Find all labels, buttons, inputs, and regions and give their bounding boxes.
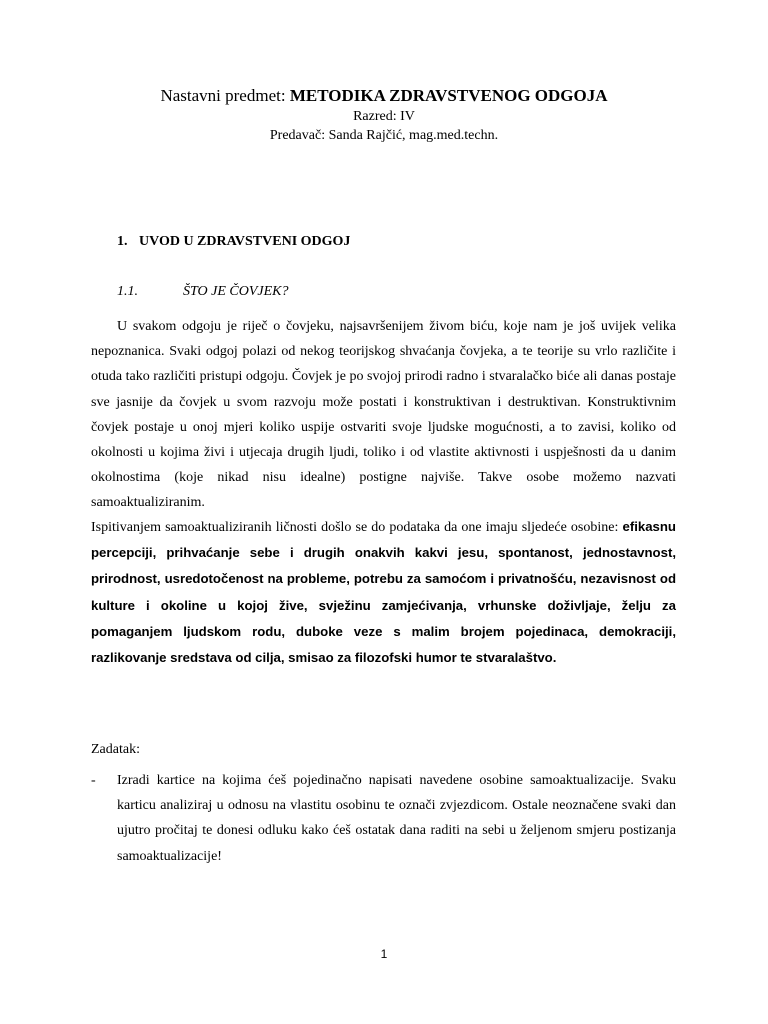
subject-title: METODIKA ZDRAVSTVENOG ODGOJA xyxy=(289,86,608,105)
lecturer-line: Predavač: Sanda Rajčić, mag.med.techn. xyxy=(269,128,499,143)
subject-line xyxy=(0,86,768,106)
section-title: UVOD U ZDRAVSTVENI ODGOJ xyxy=(139,234,351,249)
page-number: 1 xyxy=(380,947,388,961)
task-text: Izradi kartice na kojima ćeš pojedinačno napisati navedene osobine samoaktualizacije. Svaku karticu analiziraj u odnosu na vlastitu osobinu te označi zvjezdicom. Ostale neoznačene svaki dan ujutro pročitaj te donesi odluku kako ćeš ostatak dana raditi na sebi u željenom smjeru postizanja samoaktualizacije! xyxy=(117,773,676,864)
task-bullet: - xyxy=(91,773,96,788)
subsection-title: ŠTO JE ČOVJEK? xyxy=(183,284,289,299)
task-item xyxy=(91,768,676,869)
subsection-heading-1-1 xyxy=(117,284,289,300)
traits-intro: Ispitivanjem samoaktualiziranih ličnosti došlo se do podataka da one imaju sljedeće osobine: xyxy=(91,520,623,535)
grade-line: Razred: IV xyxy=(353,109,415,124)
traits-list: efikasnu percepciji, prihvaćanje sebe i drugih onakvih kakvi jesu, spontanost, jednostavnost, prirodnost, usredotočenost na probleme, potrebu za samoćom i privatnošću, nezavisnost od kulture i okoline u kojoj žive, svježinu zamjećivanja, vrhunske doživljaje, želju za pomaganjem ljudskom rodu, duboke veze s malim brojem pojedinaca, demokraciji, razlikovanje sredstava od cilja, smisao za filozofski humor te stvaralaštvo. xyxy=(91,519,676,666)
subsection-number: 1.1. xyxy=(117,284,138,299)
paragraph-traits xyxy=(91,514,676,671)
subject-prefix: Nastavni predmet: xyxy=(160,86,290,105)
paragraph-intro: U svakom odgoju je riječ o čovjeku, najsavršenijem živom biću, koje nam je još uvijek velika nepoznanica. Svaki odgoj polazi od nekog teorijskog shvaćanja čovjeka, a te teorije su vrlo različite i otuda tako različiti pristupi odgoju. Čovjek je po svojoj prirodi radno i stvaralačko biće ali danas postaje sve jasnije da čovjek u svom razvoju može postati i konstruktivan i destruktivan. Konstruktivnim čovjek postaje u onoj mjeri koliko uspije ostvariti svoje ljudske mogućnosti, a to zavisi, koliko od okolnosti u kojima živi i utjecaja drugih ljudi, toliko i od vlastite aktivnosti i uspješnosti da u danim okolnostima (koje nikad nisu idealne) postigne najviše. Takve osobe možemo nazvati samoaktualiziranim. xyxy=(91,319,676,511)
task-heading: Zadatak: xyxy=(91,742,140,757)
section-heading-1 xyxy=(117,234,350,250)
section-number: 1. xyxy=(117,234,128,249)
